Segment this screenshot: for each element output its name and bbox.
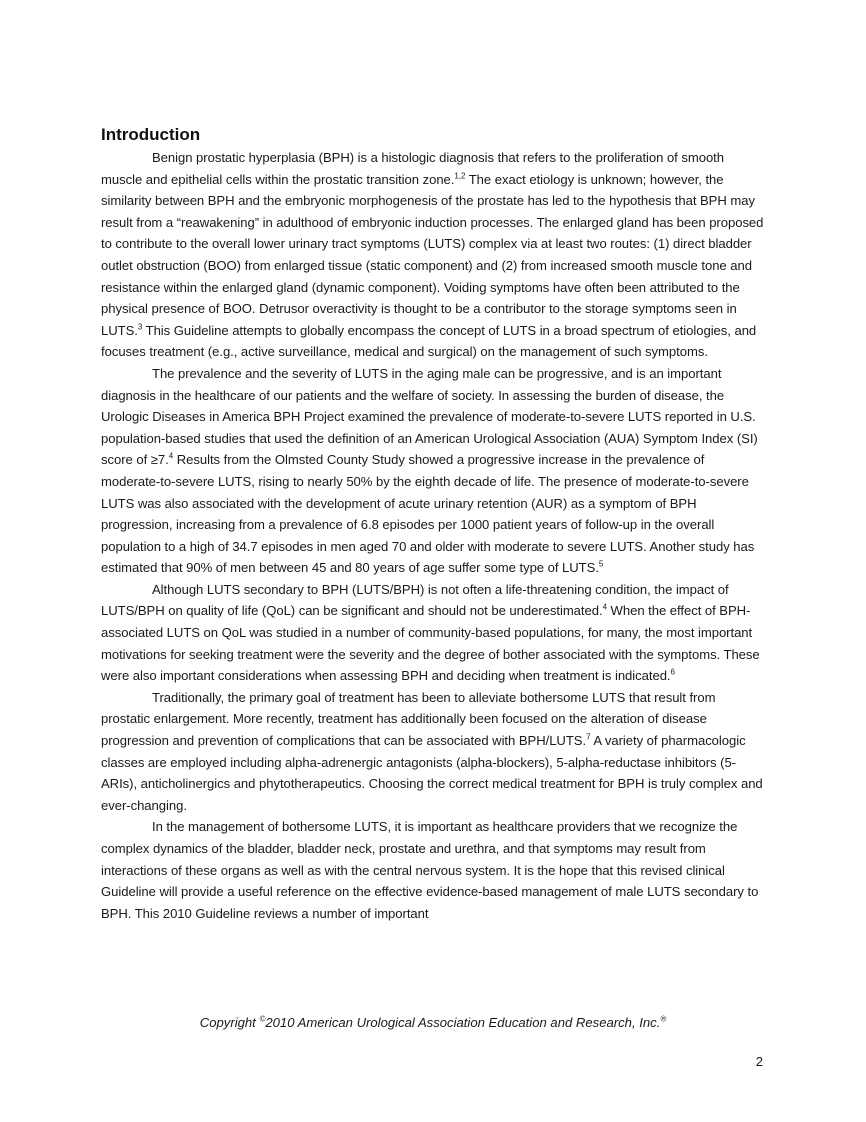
- paragraph-text: Although LUTS secondary to BPH (LUTS/BPH) is not often a life-threatening condition, the impact of LUTS/BPH on quality of life (QoL) can be significant and should not be underestimated.: [101, 581, 729, 619]
- body-paragraph: [101, 687, 765, 817]
- page-body: [101, 124, 765, 924]
- paragraph-text: The exact etiology is unknown; however, the similarity between BPH and the embryonic morphogenesis of the prostate has led to the hypothesis that BPH may result from a “reawakening” in adulthood of embryonic induction processes. The enlarged gland has been proposed to contribute to the overall lower urinary tract symptoms (LUTS) complex via at least two routes: (1) direct bladder outlet obstruction (BOO) from enlarged tissue (static component) and (2) from increased smooth muscle tone and resistance within the enlarged gland (dynamic component). Voiding symptoms have often been attributed to the physical presence of BOO. Detrusor overactivity is thought to be a contributor to the storage symptoms seen in LUTS.: [101, 171, 764, 338]
- body-paragraph: [101, 816, 765, 924]
- copyright-text: 2010 American Urological Association Education and Research, Inc.: [265, 1015, 661, 1030]
- copyright-footer: [0, 1013, 866, 1033]
- paragraph-text: A variety of pharmacologic classes are employed including alpha-adrenergic antagonists (alpha-blockers), 5-alpha-reductase inhibitors (5-ARIs), anticholinergics and phytotherapeutics. Choosing the correct medical treatment for BPH is truly complex and ever-changing.: [101, 733, 763, 813]
- body-paragraph: [101, 147, 765, 363]
- body-paragraph: [101, 363, 765, 579]
- paragraph-text: Traditionally, the primary goal of treatment has been to alleviate bothersome LUTS that result from prostatic enlargement. More recently, treatment has additionally been focused on the alteration of disease progression and prevention of complications that can be associated with BPH/LUTS.: [101, 689, 716, 749]
- citation-reference: 6: [670, 667, 675, 677]
- paragraph-text: Results from the Olmsted County Study showed a progressive increase in the prevalence of moderate-to-severe LUTS, rising to nearly 50% by the eighth decade of life. The presence of moderate-to-severe LUTS was also associated with the development of acute urinary retention (AUR) as a symptom of BPH progression, increasing from a prevalence of 6.8 episodes per 1000 patient years of follow-up in the overall population to a high of 34.7 episodes in men aged 70 and older with moderate to severe LUTS. Another study has estimated that 90% of men between 45 and 80 years of age suffer some type of LUTS.: [101, 452, 755, 576]
- citation-reference: 3: [137, 322, 143, 332]
- paragraph-text: This Guideline attempts to globally encompass the concept of LUTS in a broad spectrum of etiologies, and focuses treatment (e.g., active surveillance, medical and surgical) on the management of such symptoms.: [101, 322, 757, 360]
- citation-reference: 4: [602, 603, 607, 613]
- body-paragraph: [101, 579, 765, 687]
- paragraph-list: [101, 147, 765, 924]
- citation-reference: 5: [598, 559, 604, 569]
- paragraph-text: In the management of bothersome LUTS, it is important as healthcare providers that we recognize the complex dynamics of the bladder, bladder neck, prostate and urethra, and that symptoms may result from interactions of these organs as well as with the central nervous system. It is the hope that this revised clinical Guideline will provide a useful reference on the effective evidence-based management of male LUTS secondary to BPH. This 2010 Guideline reviews a number of important: [101, 819, 759, 921]
- paragraph-text: Benign prostatic hyperplasia (BPH) is a histologic diagnosis that refers to the proliferation of smooth muscle and epithelial cells within the prostatic transition zone.: [101, 150, 724, 187]
- paragraph-text: When the effect of BPH-associated LUTS on QoL was studied in a number of community-based populations, for many, the most important motivations for seeking treatment were the severity and the degree of bother associated with the symptoms. These were also important considerations when assessing BPH and deciding when treatment is indicated.: [101, 603, 760, 684]
- citation-reference: 1,2: [454, 171, 466, 181]
- copyright-word: Copyright: [199, 1015, 260, 1030]
- section-heading: Introduction: [101, 125, 201, 144]
- citation-reference: 4: [168, 451, 174, 461]
- page-number: 2: [755, 1054, 763, 1069]
- registered-mark: ®: [660, 1014, 667, 1024]
- citation-reference: 7: [586, 732, 591, 742]
- copyright-symbol: ©: [259, 1014, 266, 1024]
- paragraph-text: The prevalence and the severity of LUTS in the aging male can be progressive, and is an important diagnosis in the healthcare of our patients and the welfare of society. In assessing the burden of disease, the Urologic Diseases in America BPH Project examined the prevalence of moderate-to-severe LUTS reported in U.S. population-based studies that used the definition of an American Urological Association (AUA) Symptom Index (SI) score of ≥7.: [101, 365, 758, 468]
